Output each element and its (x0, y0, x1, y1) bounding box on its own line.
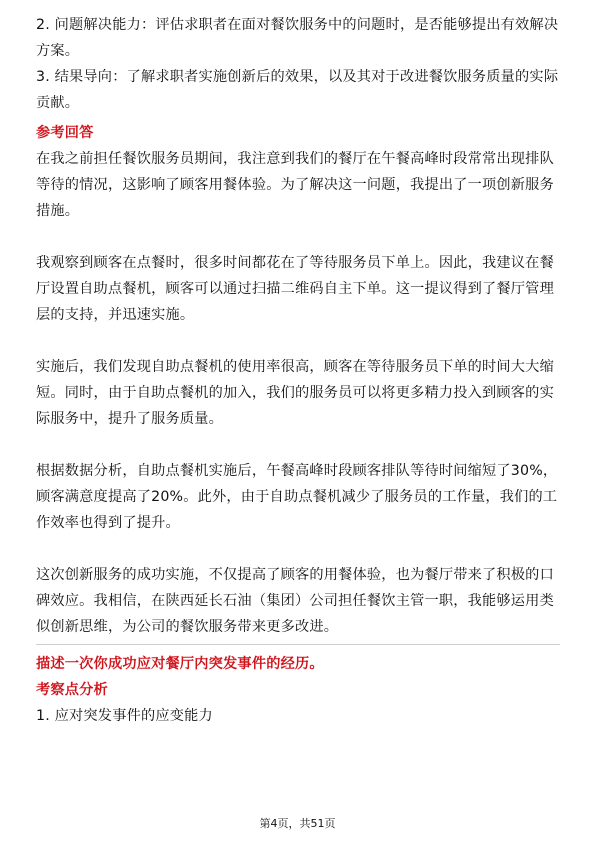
paragraph-gap (36, 536, 560, 562)
paragraph-gap (36, 224, 560, 250)
answer-heading: 参考回答 (36, 125, 94, 141)
page-footer: 第4页，共51页 (259, 817, 336, 830)
list-item: 2. 问题解决能力：评估求职者在面对餐饮服务中的问题时，是否能够提出有效解决方案。 (36, 17, 559, 59)
answer-paragraph: 根据数据分析，自助点餐机实施后，午餐高峰时段顾客排队等待时间缩短了30%，顾客满意度提高了20%。此外，由于自助点餐机减少了服务员的工作量，我们的工作效率也得到了提升。 (36, 463, 558, 531)
analysis-heading: 考察点分析 (36, 682, 108, 698)
paragraph-gap (36, 432, 560, 458)
section-divider (36, 644, 560, 645)
list-item: 3. 结果导向：了解求职者实施创新后的效果，以及其对于改进餐饮服务质量的实际贡献。 (36, 69, 559, 111)
question-heading: 描述一次你成功应对餐厅内突发事件的经历。 (36, 656, 324, 672)
page-content (36, 12, 560, 729)
paragraph-gap (36, 328, 560, 354)
answer-paragraph: 实施后，我们发现自助点餐机的使用率很高，顾客在等待服务员下单的时间大大缩短。同时，由于自助点餐机的加入，我们的服务员可以将更多精力投入到顾客的实际服务中，提升了服务质量。 (36, 359, 554, 427)
answer-paragraph: 这次创新服务的成功实施，不仅提高了顾客的用餐体验，也为餐厅带来了积极的口碑效应。我相信，在陕西延长石油（集团）公司担任餐饮主管一职，我能够运用类似创新思维，为公司的餐饮服务带来更多改进。 (36, 567, 554, 635)
answer-paragraph: 我观察到顾客在点餐时，很多时间都花在了等待服务员下单上。因此，我建议在餐厅设置自助点餐机，顾客可以通过扫描二维码自主下单。这一提议得到了餐厅管理层的支持，并迅速实施。 (36, 255, 554, 323)
answer-paragraph: 在我之前担任餐饮服务员期间，我注意到我们的餐厅在午餐高峰时段常常出现排队等待的情况，这影响了顾客用餐体验。为了解决这一问题，我提出了一项创新服务措施。 (36, 151, 554, 219)
analysis-item: 1. 应对突发事件的应变能力 (36, 708, 213, 724)
